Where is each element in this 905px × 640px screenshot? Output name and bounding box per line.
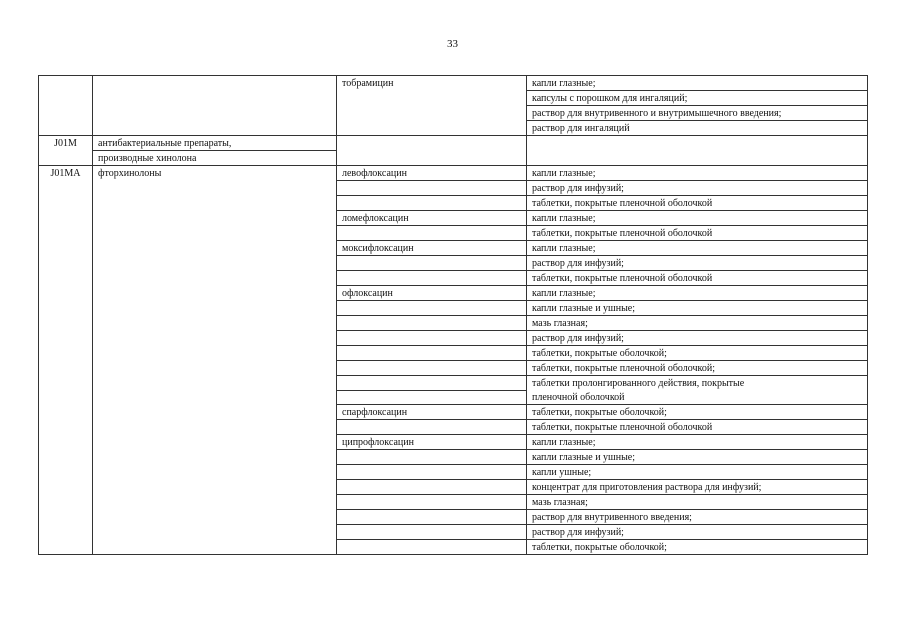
table-row [39,405,868,420]
cell-form: таблетки, покрытые пленочной оболочкой [527,420,868,435]
cell-form: таблетки, покрытые пленочной оболочкой [527,271,868,286]
cell-drug [337,316,527,331]
cell-drug: ципрофлоксацин [337,435,527,450]
cell-code [39,316,93,331]
cell-form: таблетки, покрытые пленочной оболочкой [527,196,868,211]
cell-form: таблетки, покрытые оболочкой; [527,405,868,420]
cell-code [39,241,93,256]
cell-form: капсулы с порошком для ингаляций; [527,91,868,106]
table-row [39,166,868,181]
cell-group [93,390,337,405]
cell-form: таблетки пролонгированного действия, покрытые [527,376,868,391]
cell-drug [337,450,527,465]
cell-group [93,301,337,316]
cell-code [39,211,93,226]
cell-form [527,136,868,151]
table-row [39,301,868,316]
cell-form: капли глазные и ушные; [527,450,868,465]
table-row [39,286,868,301]
cell-group [93,405,337,420]
cell-code [39,76,93,91]
cell-group [93,435,337,450]
cell-drug [337,136,527,151]
cell-form: раствор для внутривенного введения; [527,510,868,525]
table-row [39,196,868,211]
cell-code [39,271,93,286]
table-row [39,151,868,166]
cell-form: таблетки, покрытые оболочкой; [527,346,868,361]
cell-drug [337,540,527,555]
page-number: 33 [447,38,458,50]
table-row [39,136,868,151]
cell-code: J01M [39,136,93,151]
table-row [39,181,868,196]
cell-code [39,226,93,241]
cell-group [93,76,337,91]
cell-group [93,271,337,286]
cell-code [39,331,93,346]
cell-form: капли глазные; [527,241,868,256]
cell-drug [337,346,527,361]
table-row [39,76,868,91]
cell-drug [337,510,527,525]
cell-form: раствор для ингаляций [527,121,868,136]
cell-form: раствор для инфузий; [527,525,868,540]
table-row [39,211,868,226]
cell-drug: моксифлоксацин [337,241,527,256]
cell-group: производные хинолона [93,151,337,166]
cell-drug: ломефлоксацин [337,211,527,226]
cell-code [39,91,93,106]
cell-code [39,450,93,465]
cell-code [39,525,93,540]
cell-group [93,181,337,196]
cell-form: капли глазные; [527,76,868,91]
cell-drug [337,151,527,166]
cell-group [93,420,337,435]
cell-code [39,510,93,525]
table-row [39,510,868,525]
cell-group [93,106,337,121]
drug-table [38,75,868,555]
cell-form: таблетки, покрытые пленочной оболочкой [527,226,868,241]
cell-drug [337,525,527,540]
table-row [39,316,868,331]
cell-group [93,121,337,136]
cell-group [93,346,337,361]
cell-group [93,450,337,465]
cell-drug [337,121,527,136]
cell-drug [337,106,527,121]
table-row [39,361,868,376]
cell-drug [337,226,527,241]
cell-group [93,241,337,256]
table-row [39,226,868,241]
cell-drug: левофлоксацин [337,166,527,181]
cell-group [93,316,337,331]
table-row [39,390,868,405]
cell-code [39,540,93,555]
cell-group [93,196,337,211]
cell-group: антибактериальные препараты, [93,136,337,151]
cell-form: мазь глазная; [527,316,868,331]
cell-group [93,525,337,540]
cell-form: раствор для инфузий; [527,181,868,196]
cell-code: J01MA [39,166,93,181]
table-row [39,525,868,540]
cell-code [39,480,93,495]
cell-group [93,256,337,271]
cell-code [39,405,93,420]
cell-form: таблетки, покрытые пленочной оболочкой; [527,361,868,376]
cell-code [39,346,93,361]
cell-code [39,106,93,121]
cell-drug [337,480,527,495]
table-row [39,271,868,286]
table-row [39,256,868,271]
cell-code [39,435,93,450]
cell-drug [337,465,527,480]
cell-form: пленочной оболочкой [527,390,868,405]
table-row [39,106,868,121]
cell-drug [337,331,527,346]
cell-group [93,465,337,480]
cell-group [93,226,337,241]
cell-drug: спарфлоксацин [337,405,527,420]
cell-drug [337,420,527,435]
cell-drug [337,256,527,271]
cell-code [39,420,93,435]
table-row [39,480,868,495]
cell-code [39,376,93,391]
cell-form: капли глазные; [527,166,868,181]
cell-group [93,480,337,495]
cell-group [93,91,337,106]
cell-group [93,286,337,301]
cell-group [93,540,337,555]
table-row [39,540,868,555]
cell-form: мазь глазная; [527,495,868,510]
cell-code [39,196,93,211]
cell-group [93,211,337,226]
cell-code [39,390,93,405]
table-row [39,346,868,361]
table-row [39,420,868,435]
cell-form: раствор для внутривенного и внутримышечного введения; [527,106,868,121]
cell-drug [337,361,527,376]
table-row [39,376,868,391]
table-row [39,495,868,510]
table-row [39,331,868,346]
table-row [39,465,868,480]
cell-code [39,121,93,136]
table-row [39,450,868,465]
cell-form: раствор для инфузий; [527,331,868,346]
cell-group [93,361,337,376]
cell-drug [337,390,527,405]
cell-drug: офлоксацин [337,286,527,301]
cell-drug [337,181,527,196]
cell-form: капли глазные; [527,211,868,226]
cell-drug [337,495,527,510]
cell-group [93,376,337,391]
cell-drug [337,196,527,211]
cell-drug [337,91,527,106]
cell-form: капли глазные; [527,286,868,301]
cell-drug [337,271,527,286]
cell-drug: тобрамицин [337,76,527,91]
cell-drug [337,376,527,391]
cell-form: таблетки, покрытые оболочкой; [527,540,868,555]
cell-form: раствор для инфузий; [527,256,868,271]
table-row [39,241,868,256]
cell-form: капли ушные; [527,465,868,480]
cell-form [527,151,868,166]
cell-code [39,465,93,480]
cell-group [93,331,337,346]
cell-code [39,181,93,196]
table-row [39,91,868,106]
cell-code [39,495,93,510]
table-row [39,121,868,136]
cell-drug [337,301,527,316]
cell-code [39,286,93,301]
cell-code [39,256,93,271]
cell-group: фторхинолоны [93,166,337,181]
cell-group [93,510,337,525]
cell-code [39,361,93,376]
table-row [39,435,868,450]
cell-code [39,301,93,316]
cell-code [39,151,93,166]
cell-form: капли глазные; [527,435,868,450]
cell-form: концентрат для приготовления раствора для инфузий; [527,480,868,495]
cell-group [93,495,337,510]
cell-form: капли глазные и ушные; [527,301,868,316]
